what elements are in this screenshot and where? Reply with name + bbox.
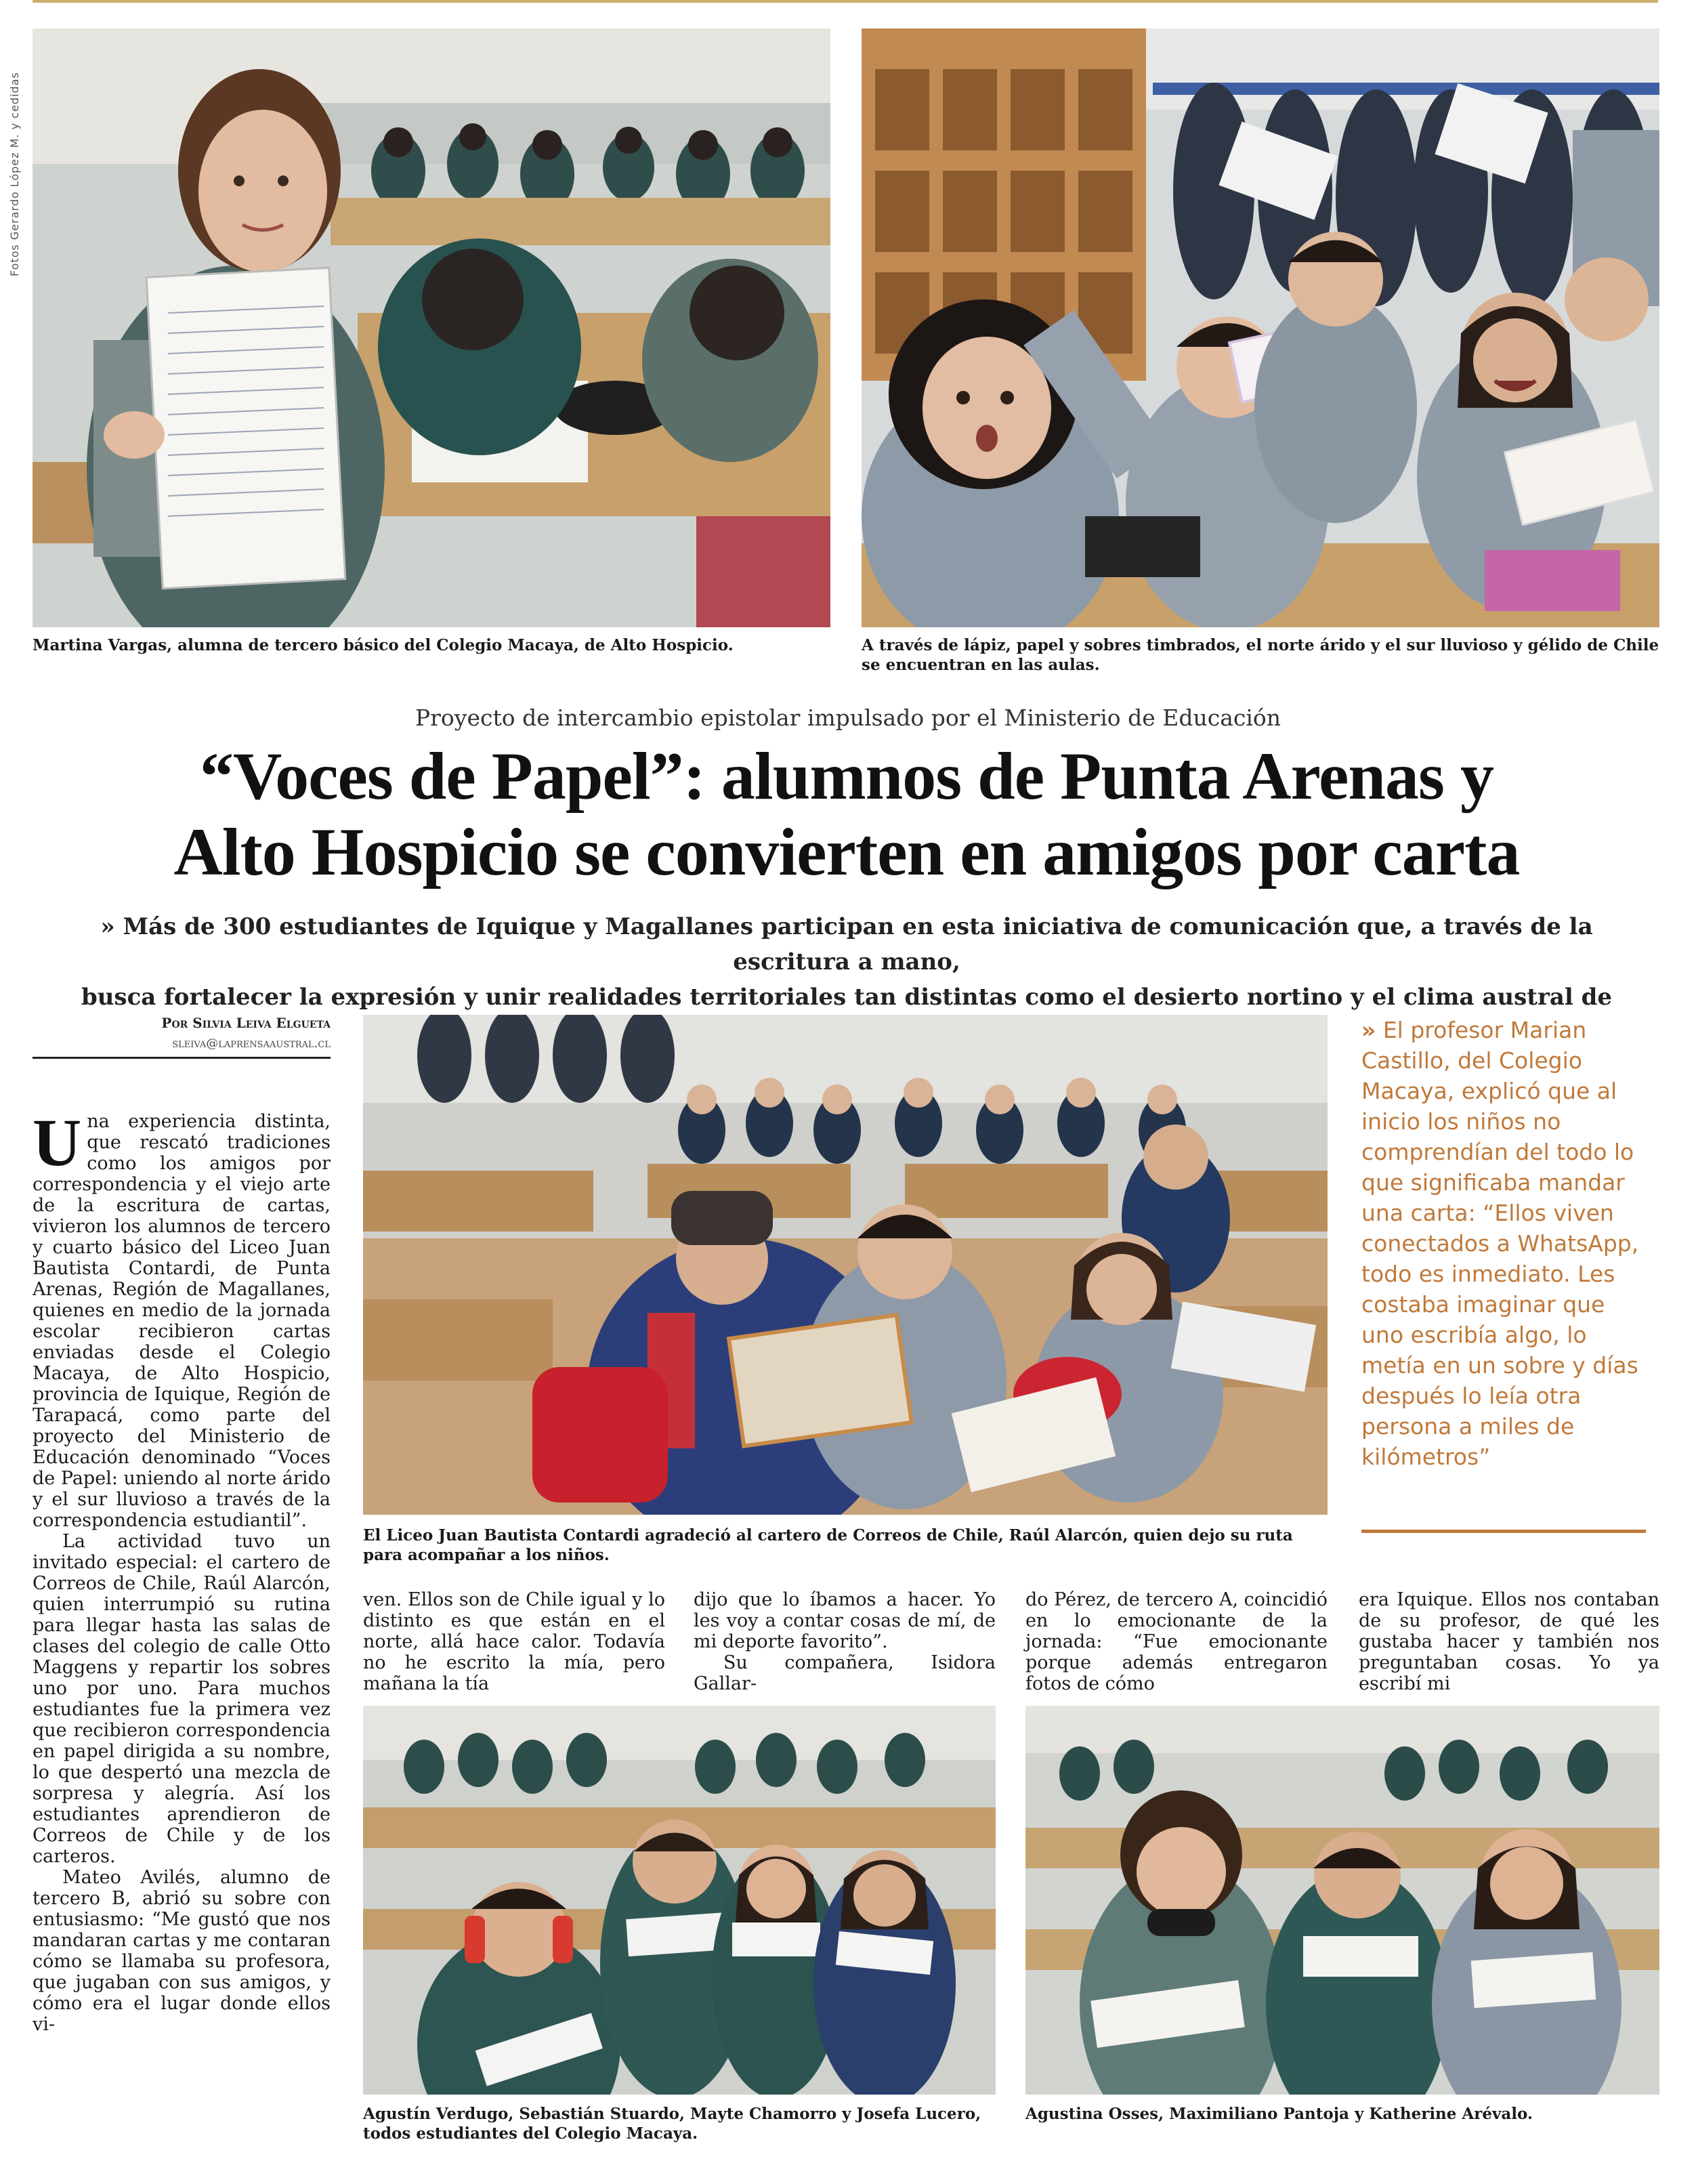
author-email: sleiva@laprensaaustral.cl xyxy=(172,1036,331,1051)
deck-line-2: busca fortalecer la expresión y unir realidades territoriales tan distintas como el desierto nortino y el clima austral de xyxy=(81,984,1613,1011)
caption-top-right: A través de lápiz, papel y sobres timbrados, el norte árido y el sur lluvioso y gélido de Chile se encuentran en las aulas. xyxy=(862,636,1659,674)
photo-middle xyxy=(363,1015,1328,1515)
paragraph-1-text: na experiencia distinta, que rescató tradiciones como los amigos por correspondencia y el viejo arte de la escritura de cartas, vivieron los alumnos de tercero y cuarto básico del Liceo Juan Bautista Contardi, de Punta Arenas, Región de Magallanes, quienes en medio de la jornada escolar recibieron cartas enviadas desde el Colegio Macaya, de Alto Hospicio, provincia de Iquique, Región de Tarapacá, como parte del proyecto del Ministerio de Educación denominado “Voces de Papel: uniendo al norte árido y el sur lluvioso a través de la correspondencia estudiantil”. xyxy=(33,1111,331,1531)
byline-rule xyxy=(33,1057,331,1059)
photo-top-left xyxy=(33,28,830,627)
classroom-photo-postman xyxy=(363,1015,1328,1515)
pull-quote-text: El profesor Marian Castillo, del Colegio Macaya, explicó que al inicio los niños no comprendían del todo lo que significaba mandar una carta: “Ellos viven conectados a WhatsApp, todo es inmediato. Les costaba imaginar que uno escribía algo, lo metía en un sobre y días después lo leía otra persona a miles de kilómetros” xyxy=(1361,1017,1639,1470)
body-column-1 xyxy=(33,1111,331,2141)
chevron-right-icon: » xyxy=(1361,1017,1376,1043)
photo-bottom-right xyxy=(1025,1706,1659,2095)
headline-line-1: “Voces de Papel”: alumnos de Punta Arenas y xyxy=(200,738,1493,814)
byline: Por Silvia Leiva Elgueta xyxy=(161,1015,331,1031)
caption-bottom-right: Agustina Osses, Maximiliano Pantoja y Katherine Arévalo. xyxy=(1025,2105,1533,2123)
classroom-photo-girl-letter xyxy=(33,28,830,627)
article-kicker: Proyecto de intercambio epistolar impulsado por el Ministerio de Educación xyxy=(415,705,1281,731)
chevron-right-icon: » xyxy=(100,913,115,940)
col3-paragraph-1: dijo que lo íbamos a hacer. Yo les voy a contar cosas de mí, de mi deporte favorito”. xyxy=(694,1589,996,1652)
col3-paragraph-2: Su compañera, Isidora Gallar- xyxy=(694,1652,996,1694)
caption-bottom-left: Agustín Verdugo, Sebastián Stuardo, Mayte Chamorro y Josefa Lucero, todos estudiantes del Colegio Macaya. xyxy=(363,2105,981,2143)
body-column-4: do Pérez, de tercero A, coincidió en lo emocionante de la jornada: “Fue emocionante porque además entregaron fotos de cómo xyxy=(1025,1589,1328,1694)
body-column-3 xyxy=(694,1589,996,1694)
classroom-photo-four-students xyxy=(363,1706,996,2095)
body-column-2: ven. Ellos son de Chile igual y lo distinto es que están en el norte, allá hace calor. Todavía no he escrito la mía, pero mañana la tía xyxy=(363,1589,665,1694)
photo-top-right xyxy=(862,28,1659,627)
photo-bottom-left xyxy=(363,1706,996,2095)
classroom-photo-kids-envelopes xyxy=(862,28,1659,627)
top-rule xyxy=(33,0,1658,3)
pull-quote xyxy=(1361,1015,1653,1472)
headline-line-2: Alto Hospicio se convierten en amigos por carta xyxy=(173,814,1520,889)
body-paragraph-2: La actividad tuvo un invitado especial: el cartero de Correos de Chile, Raúl Alarcón, quien interrumpió su rutina para llegar hasta las salas de clases del colegio de calle Otto Maggens y repartir los sobres uno por uno. Para muchos estudiantes fue la primera vez que recibieron correspondencia en papel dirigida a su nombre, lo que despertó una mezcla de sorpresa y alegría. Así los estudiantes aprendieron de Correos de Chile y de los carteros. xyxy=(33,1531,331,1867)
pull-quote-rule xyxy=(1361,1530,1646,1533)
body-paragraph-3: Mateo Avilés, alumno de tercero B, abrió su sobre con entusiasmo: “Me gustó que nos mandaran cartas y me contaran cómo se llamaba su profesora, que jugaban con sus amigos, y cómo era el lugar donde ellos vi- xyxy=(33,1867,331,2035)
body-column-5: era Iquique. Ellos nos contaban de su profesor, de qué les gustaba hacer y también nos preguntaban cosas. Yo ya escribí mi xyxy=(1359,1589,1659,1694)
body-paragraph-1 xyxy=(33,1111,331,1531)
deck-text-1: Más de 300 estudiantes de Iquique y Magallanes participan en esta iniciativa de comunicación que, a través de la escritura a mano, xyxy=(123,913,1593,975)
caption-middle: El Liceo Juan Bautista Contardi agradeció al cartero de Correos de Chile, Raúl Alarcón, quien dejo su ruta para acompañar a los niños. xyxy=(363,1526,1293,1564)
caption-top-left: Martina Vargas, alumna de tercero básico del Colegio Macaya, de Alto Hospicio. xyxy=(33,636,734,654)
article-headline xyxy=(68,738,1626,890)
drop-cap: U xyxy=(33,1111,82,1180)
deck-line-1 xyxy=(41,909,1653,980)
classroom-photo-three-students xyxy=(1025,1706,1659,2095)
photo-credit: Fotos Gerardo López M. y cedidas xyxy=(8,72,21,276)
